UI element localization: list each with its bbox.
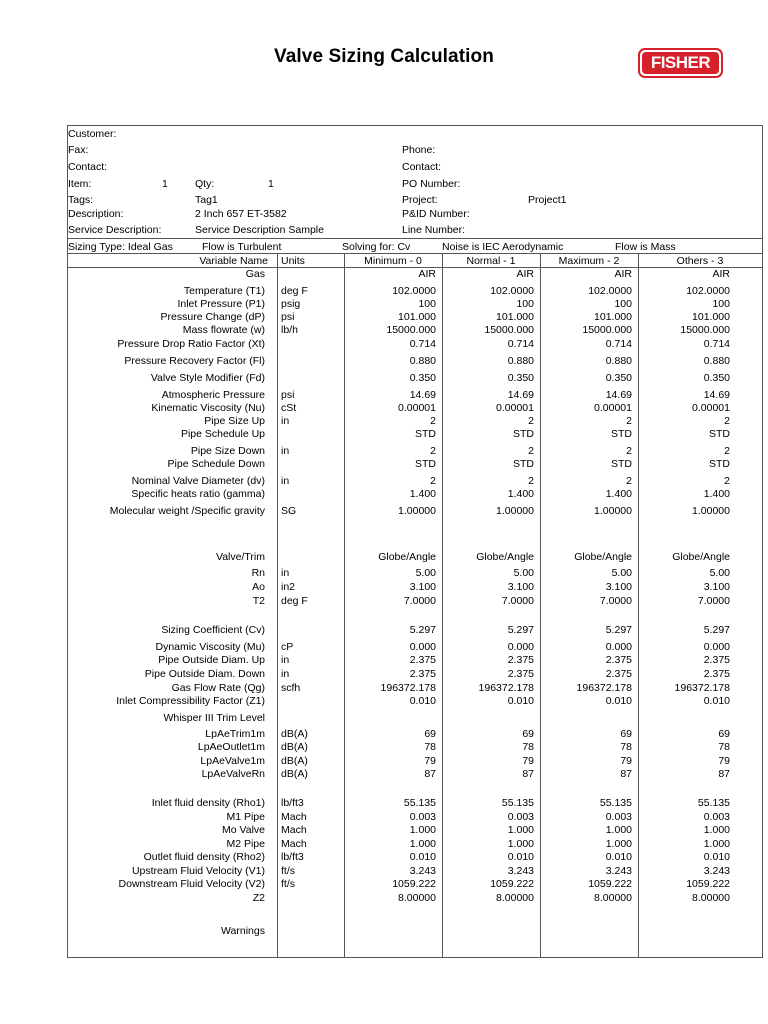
- cell-value: 8.00000: [594, 892, 632, 904]
- tags-value: Tag1: [195, 194, 218, 206]
- variable-unit: ft/s: [281, 878, 296, 890]
- cell-value: 5.297: [605, 624, 632, 636]
- item-label: Item:: [68, 178, 92, 190]
- cell-value: 79: [522, 755, 534, 767]
- cell-value: 0.010: [409, 695, 436, 707]
- cell-value: AIR: [614, 268, 632, 280]
- variable-name: Downstream Fluid Velocity (V2): [118, 878, 265, 890]
- cell-value: 0.714: [507, 338, 534, 350]
- variable-name: Pipe Outside Diam. Up: [158, 654, 265, 666]
- flow-basis: Flow is Mass: [615, 241, 676, 253]
- variable-unit: dB(A): [281, 728, 308, 740]
- cell-value: 0.003: [507, 811, 534, 823]
- cell-value: 7.0000: [697, 595, 730, 607]
- cell-value: STD: [513, 458, 534, 470]
- cell-value: 79: [718, 755, 730, 767]
- flow-regime: Flow is Turbulent: [202, 241, 282, 253]
- cell-value: 5.00: [709, 567, 730, 579]
- variable-name: Inlet Pressure (P1): [177, 298, 265, 310]
- variable-unit: ft/s: [281, 865, 296, 877]
- cell-value: 5.00: [415, 567, 436, 579]
- project-value: Project1: [528, 194, 567, 206]
- cell-value: 100: [712, 298, 730, 310]
- variable-name: Inlet fluid density (Rho1): [151, 797, 265, 809]
- variable-name: M1 Pipe: [226, 811, 265, 823]
- cell-value: 5.297: [703, 624, 730, 636]
- cell-value: 15000.000: [582, 324, 632, 336]
- cell-value: 1.00000: [692, 505, 730, 517]
- cell-value: 0.714: [605, 338, 632, 350]
- cell-value: 1059.222: [588, 878, 632, 890]
- col-maximum: Maximum - 2: [558, 255, 620, 267]
- cell-value: 101.000: [692, 311, 730, 323]
- fisher-logo: [638, 48, 723, 78]
- variable-unit: lb/ft3: [281, 797, 304, 809]
- sizing-type: Sizing Type: Ideal Gas: [68, 241, 173, 253]
- cell-value: 78: [718, 741, 730, 753]
- cell-value: 0.010: [605, 695, 632, 707]
- cell-value: 5.00: [611, 567, 632, 579]
- cell-value: 1.00000: [398, 505, 436, 517]
- cell-value: 2: [430, 445, 436, 457]
- cell-value: 3.100: [703, 581, 730, 593]
- cell-value: STD: [611, 428, 632, 440]
- cell-value: 69: [620, 728, 632, 740]
- cell-value: 0.714: [409, 338, 436, 350]
- cell-value: 0.003: [605, 811, 632, 823]
- variable-name: Temperature (T1): [183, 285, 265, 297]
- phone-label: Phone:: [402, 144, 436, 156]
- cell-value: 1.000: [409, 824, 436, 836]
- cell-value: 0.000: [507, 641, 534, 653]
- variable-name: Specific heats ratio (gamma): [131, 488, 265, 500]
- cell-value: 1.000: [409, 838, 436, 850]
- cell-value: 196372.178: [576, 682, 632, 694]
- variable-unit: deg F: [281, 285, 308, 297]
- cell-value: 1.400: [409, 488, 436, 500]
- variable-name: Pressure Change (dP): [160, 311, 265, 323]
- cell-value: 2: [430, 415, 436, 427]
- variable-unit: cSt: [281, 402, 297, 414]
- description-value: 2 Inch 657 ET-3582: [195, 208, 287, 220]
- cell-value: 0.010: [409, 851, 436, 863]
- cell-value: 87: [424, 768, 436, 780]
- variable-name: Mass flowrate (w): [182, 324, 265, 336]
- cell-value: 7.0000: [599, 595, 632, 607]
- cell-value: 8.00000: [398, 892, 436, 904]
- cell-value: 102.0000: [686, 285, 730, 297]
- variable-name: Molecular weight /Specific gravity: [109, 505, 265, 517]
- cell-value: 87: [522, 768, 534, 780]
- cell-value: Globe/Angle: [574, 551, 632, 563]
- cell-value: 2.375: [507, 654, 534, 666]
- divider: [67, 253, 763, 254]
- cell-value: 15000.000: [484, 324, 534, 336]
- cell-value: 8.00000: [692, 892, 730, 904]
- cell-value: 0.00001: [692, 402, 730, 414]
- cell-value: Globe/Angle: [476, 551, 534, 563]
- cell-value: 196372.178: [674, 682, 730, 694]
- cell-value: 55.135: [403, 797, 436, 809]
- contact2-label: Contact:: [402, 161, 442, 173]
- cell-value: 2: [528, 415, 534, 427]
- cell-value: 1.000: [605, 824, 632, 836]
- cell-value: 0.00001: [398, 402, 436, 414]
- cell-value: 2.375: [507, 668, 534, 680]
- variable-name: Z2: [252, 892, 265, 904]
- variable-name: Upstream Fluid Velocity (V1): [131, 865, 265, 877]
- variable-name: T2: [252, 595, 265, 607]
- variable-name: Pipe Size Up: [204, 415, 265, 427]
- cell-value: 2: [724, 415, 730, 427]
- cell-value: 100: [516, 298, 534, 310]
- contact-label: Contact:: [68, 161, 108, 173]
- variable-name: Gas: [245, 268, 265, 280]
- cell-value: 2: [626, 475, 632, 487]
- service-label: Service Description:: [68, 224, 162, 236]
- cell-value: 102.0000: [588, 285, 632, 297]
- cell-value: 0.00001: [594, 402, 632, 414]
- cell-value: 3.243: [605, 865, 632, 877]
- variable-unit: cP: [281, 641, 294, 653]
- pid-label: P&ID Number:: [402, 208, 470, 220]
- cell-value: 3.100: [507, 581, 534, 593]
- cell-value: 102.0000: [392, 285, 436, 297]
- cell-value: Globe/Angle: [378, 551, 436, 563]
- col-variable-name: Variable Name: [199, 255, 268, 267]
- cell-value: 79: [424, 755, 436, 767]
- variable-name: Valve/Trim: [215, 551, 265, 563]
- cell-value: 101.000: [496, 311, 534, 323]
- variable-name: Mo Valve: [222, 824, 265, 836]
- cell-value: AIR: [418, 268, 436, 280]
- cell-value: 1.000: [507, 838, 534, 850]
- cell-value: 1.000: [507, 824, 534, 836]
- cell-value: 102.0000: [490, 285, 534, 297]
- variable-unit: in: [281, 445, 290, 457]
- cell-value: 0.880: [703, 355, 730, 367]
- variable-name: Whisper III Trim Level: [163, 712, 265, 724]
- solving-for: Solving for: Cv: [342, 241, 411, 253]
- cell-value: 2: [724, 445, 730, 457]
- customer-label: Customer:: [68, 128, 117, 140]
- cell-value: STD: [709, 458, 730, 470]
- variable-unit: Mach: [281, 824, 307, 836]
- variable-name: Pipe Outside Diam. Down: [144, 668, 265, 680]
- cell-value: 196372.178: [380, 682, 436, 694]
- cell-value: 0.003: [409, 811, 436, 823]
- variable-unit: in2: [281, 581, 296, 593]
- cell-value: 3.243: [507, 865, 534, 877]
- cell-value: 2: [528, 475, 534, 487]
- cell-value: 0.350: [409, 372, 436, 384]
- cell-value: 0.00001: [496, 402, 534, 414]
- variable-name: Sizing Coefficient (Cv): [161, 624, 265, 636]
- cell-value: 5.00: [513, 567, 534, 579]
- cell-value: 8.00000: [496, 892, 534, 904]
- variable-unit: lb/ft3: [281, 851, 304, 863]
- variable-unit: scfh: [281, 682, 301, 694]
- variable-unit: Mach: [281, 811, 307, 823]
- col-minimum: Minimum - 0: [364, 255, 422, 267]
- variable-name: Pipe Schedule Up: [180, 428, 265, 440]
- service-value: Service Description Sample: [195, 224, 324, 236]
- cell-value: 1.00000: [496, 505, 534, 517]
- variable-name: Ao: [252, 581, 265, 593]
- cell-value: 5.297: [507, 624, 534, 636]
- cell-value: 1059.222: [490, 878, 534, 890]
- variable-unit: Mach: [281, 838, 307, 850]
- col-normal: Normal - 1: [466, 255, 516, 267]
- cell-value: 0.350: [507, 372, 534, 384]
- cell-value: 0.010: [703, 695, 730, 707]
- variable-name: LpAeValveRn: [201, 768, 265, 780]
- variable-unit: in: [281, 567, 290, 579]
- cell-value: 1.400: [605, 488, 632, 500]
- cell-value: STD: [415, 458, 436, 470]
- variable-name: Rn: [251, 567, 265, 579]
- cell-value: 0.350: [703, 372, 730, 384]
- cell-value: 0.000: [703, 641, 730, 653]
- cell-value: 69: [718, 728, 730, 740]
- col-units: Units: [281, 255, 305, 267]
- cell-value: 1.000: [703, 838, 730, 850]
- variable-name: Gas Flow Rate (Qg): [171, 682, 265, 694]
- variable-name: LpAeValve1m: [200, 755, 265, 767]
- cell-value: 5.297: [409, 624, 436, 636]
- variable-unit: dB(A): [281, 768, 308, 780]
- cell-value: 2.375: [703, 654, 730, 666]
- cell-value: 87: [620, 768, 632, 780]
- cell-value: STD: [415, 428, 436, 440]
- cell-value: 2: [626, 445, 632, 457]
- cell-value: STD: [709, 428, 730, 440]
- cell-value: 1059.222: [392, 878, 436, 890]
- variable-name: LpAeOutlet1m: [197, 741, 265, 753]
- tags-label: Tags:: [68, 194, 94, 206]
- variable-unit: in: [281, 654, 290, 666]
- line-label: Line Number:: [402, 224, 466, 236]
- cell-value: 2: [528, 445, 534, 457]
- cell-value: 15000.000: [386, 324, 436, 336]
- variable-unit: SG: [281, 505, 297, 517]
- variable-name: Warnings: [221, 925, 265, 937]
- col-others: Others - 3: [676, 255, 724, 267]
- variable-unit: psi: [281, 311, 295, 323]
- variable-name: Kinematic Viscosity (Nu): [151, 402, 265, 414]
- cell-value: 100: [418, 298, 436, 310]
- cell-value: 0.000: [409, 641, 436, 653]
- qty-value: 1: [268, 178, 274, 190]
- variable-name: Valve Style Modifier (Fd): [150, 372, 265, 384]
- cell-value: 196372.178: [478, 682, 534, 694]
- cell-value: AIR: [516, 268, 534, 280]
- cell-value: 14.69: [703, 389, 730, 401]
- cell-value: 55.135: [697, 797, 730, 809]
- cell-value: 79: [620, 755, 632, 767]
- cell-value: 1059.222: [686, 878, 730, 890]
- cell-value: 3.243: [409, 865, 436, 877]
- cell-value: 69: [424, 728, 436, 740]
- item-value: 1: [162, 178, 168, 190]
- cell-value: 0.880: [507, 355, 534, 367]
- logo-text: FISHER: [642, 52, 719, 74]
- cell-value: 7.0000: [501, 595, 534, 607]
- cell-value: AIR: [712, 268, 730, 280]
- cell-value: 0.010: [605, 851, 632, 863]
- cell-value: 15000.000: [680, 324, 730, 336]
- cell-value: 78: [620, 741, 632, 753]
- cell-value: 78: [522, 741, 534, 753]
- cell-value: 0.714: [703, 338, 730, 350]
- variable-unit: lb/h: [281, 324, 298, 336]
- variable-name: M2 Pipe: [226, 838, 265, 850]
- cell-value: 69: [522, 728, 534, 740]
- variable-name: Pipe Size Down: [190, 445, 265, 457]
- cell-value: STD: [513, 428, 534, 440]
- cell-value: 0.000: [605, 641, 632, 653]
- variable-name: Pipe Schedule Down: [167, 458, 265, 470]
- po-label: PO Number:: [402, 178, 461, 190]
- project-label: Project:: [402, 194, 438, 206]
- cell-value: 2.375: [605, 654, 632, 666]
- cell-value: 2.375: [703, 668, 730, 680]
- cell-value: 14.69: [605, 389, 632, 401]
- cell-value: 2: [430, 475, 436, 487]
- cell-value: 2.375: [409, 654, 436, 666]
- variable-name: Pressure Recovery Factor (Fl): [124, 355, 265, 367]
- divider: [67, 238, 763, 239]
- cell-value: 55.135: [599, 797, 632, 809]
- cell-value: 0.350: [605, 372, 632, 384]
- cell-value: STD: [611, 458, 632, 470]
- cell-value: 1.00000: [594, 505, 632, 517]
- cell-value: 3.100: [605, 581, 632, 593]
- variable-unit: deg F: [281, 595, 308, 607]
- cell-value: 14.69: [409, 389, 436, 401]
- cell-value: 87: [718, 768, 730, 780]
- variable-name: Nominal Valve Diameter (dv): [131, 475, 265, 487]
- cell-value: 1.400: [703, 488, 730, 500]
- cell-value: 2: [626, 415, 632, 427]
- variable-unit: dB(A): [281, 755, 308, 767]
- cell-value: 0.010: [507, 695, 534, 707]
- variable-name: Atmospheric Pressure: [161, 389, 265, 401]
- cell-value: 1.400: [507, 488, 534, 500]
- cell-value: 2: [724, 475, 730, 487]
- cell-value: 0.010: [507, 851, 534, 863]
- cell-value: 100: [614, 298, 632, 310]
- cell-value: 0.010: [703, 851, 730, 863]
- variable-unit: psi: [281, 389, 295, 401]
- cell-value: 101.000: [398, 311, 436, 323]
- description-label: Description:: [68, 208, 124, 220]
- cell-value: 3.243: [703, 865, 730, 877]
- variable-unit: in: [281, 668, 290, 680]
- cell-value: 0.880: [605, 355, 632, 367]
- cell-value: 2.375: [605, 668, 632, 680]
- cell-value: 2.375: [409, 668, 436, 680]
- variable-unit: psig: [281, 298, 301, 310]
- variable-name: LpAeTrim1m: [205, 728, 265, 740]
- cell-value: 0.003: [703, 811, 730, 823]
- cell-value: 0.880: [409, 355, 436, 367]
- cell-value: 1.000: [703, 824, 730, 836]
- variable-name: Outlet fluid density (Rho2): [143, 851, 265, 863]
- cell-value: 7.0000: [403, 595, 436, 607]
- qty-label: Qty:: [195, 178, 215, 190]
- cell-value: 1.000: [605, 838, 632, 850]
- variable-unit: dB(A): [281, 741, 308, 753]
- variable-name: Pressure Drop Ratio Factor (Xt): [117, 338, 265, 350]
- cell-value: 55.135: [501, 797, 534, 809]
- cell-value: 14.69: [507, 389, 534, 401]
- cell-value: 78: [424, 741, 436, 753]
- variable-unit: in: [281, 475, 290, 487]
- noise-method: Noise is IEC Aerodynamic: [442, 241, 564, 253]
- cell-value: 3.100: [409, 581, 436, 593]
- column-rule: [277, 253, 278, 957]
- fax-label: Fax:: [68, 144, 89, 156]
- variable-unit: in: [281, 415, 290, 427]
- cell-value: 101.000: [594, 311, 632, 323]
- variable-name: Dynamic Viscosity (Mu): [155, 641, 265, 653]
- variable-name: Inlet Compressibility Factor (Z1): [116, 695, 265, 707]
- page-title: Valve Sizing Calculation: [274, 46, 494, 67]
- cell-value: Globe/Angle: [672, 551, 730, 563]
